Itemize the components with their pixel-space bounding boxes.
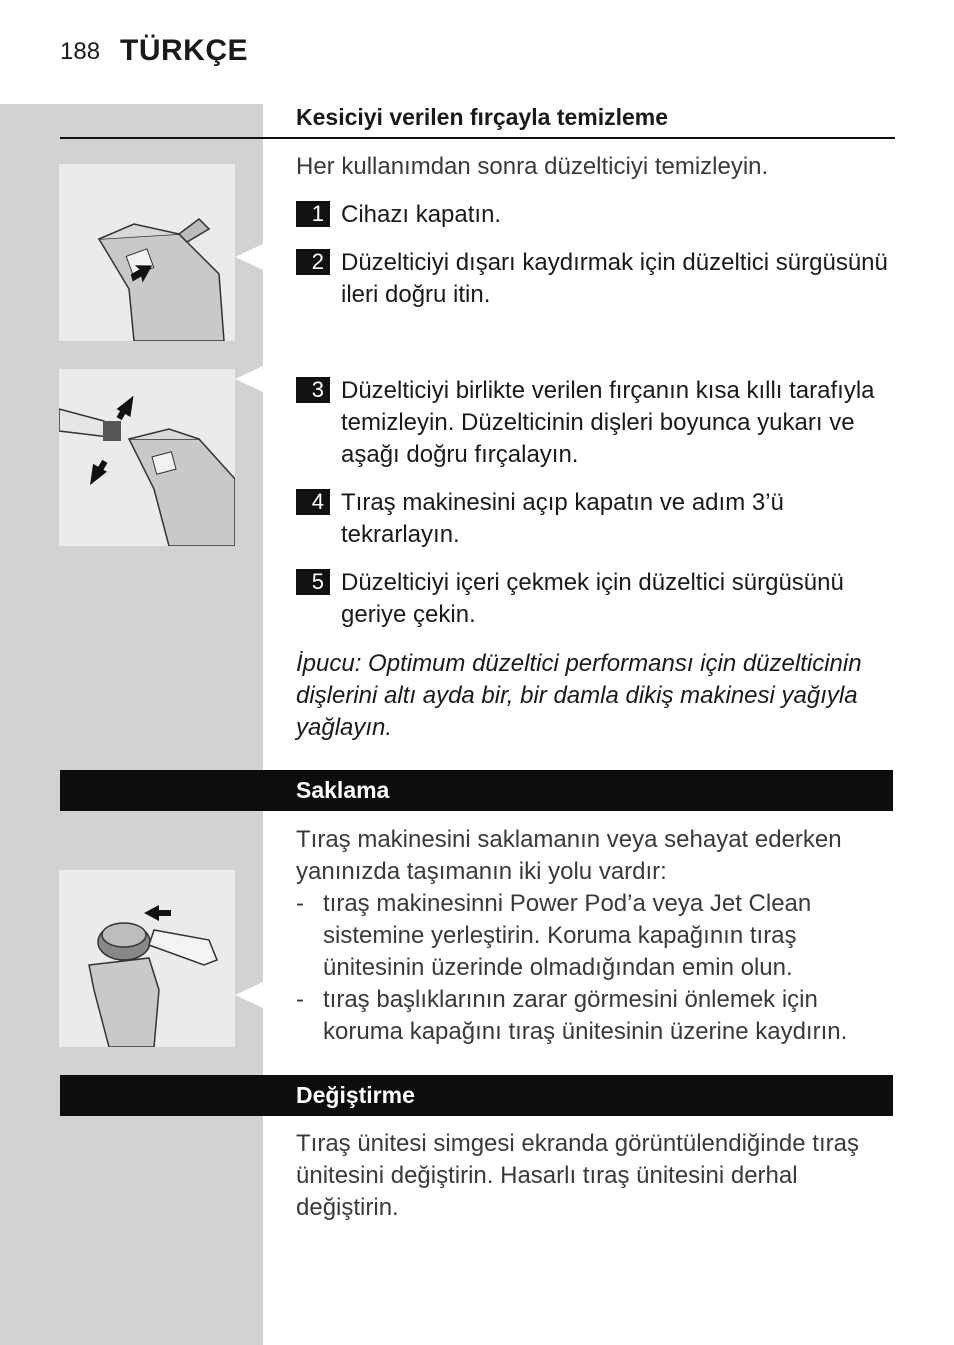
- cleaning-intro: Her kullanımdan sonra düzelticiyi temizleyin.: [296, 153, 769, 180]
- storage-intro: Tıraş makinesini saklamanın veya sehayat ederken yanınızda taşımanın iki yolu vardır:: [296, 826, 842, 885]
- storage-bullet-1: [296, 888, 896, 984]
- step-2: [296, 247, 896, 311]
- illustration-pointer: [235, 366, 263, 392]
- step-text: Düzelticiyi birlikte verilen fırçanın kısa kıllı tarafıyla temizleyin. Düzelticinin dişleri boyunca yukarı ve aşağı doğru fırçalayın.: [341, 377, 875, 468]
- step-number: 1: [296, 201, 330, 227]
- illustration-pointer: [235, 982, 263, 1008]
- bullet-text: tıraş başlıklarının zarar görmesini önlemek için koruma kapağını tıraş ünitesinin üzerine kaydırın.: [323, 986, 848, 1045]
- section-title-storage: Saklama: [296, 777, 390, 803]
- step-4: [296, 487, 896, 551]
- step-text: Düzelticiyi içeri çekmek için düzeltici sürgüsünü geriye çekin.: [341, 569, 844, 628]
- step-text: Tıraş makinesini açıp kapatın ve adım 3’ü tekrarlayın.: [341, 489, 784, 548]
- step-number: 2: [296, 249, 330, 275]
- section-rule: [60, 137, 895, 139]
- step-1: [296, 199, 896, 231]
- illustration-storage-cap: [59, 870, 235, 1047]
- step-text: Cihazı kapatın.: [341, 201, 502, 228]
- bullet-dash: -: [296, 986, 304, 1013]
- section-title-replacement: Değiştirme: [296, 1082, 415, 1108]
- page-number: 188: [60, 38, 101, 65]
- illustration-trimmer-slide: [59, 164, 235, 341]
- storage-cap-drawing: [59, 870, 235, 1047]
- step-number: 3: [296, 377, 330, 403]
- storage-bullet-2: [296, 984, 896, 1048]
- illustration-pointer: [235, 244, 263, 270]
- step-text: Düzelticiyi dışarı kaydırmak için düzeltici sürgüsünü ileri doğru itin.: [341, 249, 888, 308]
- section-bar-replacement: [60, 1075, 893, 1116]
- trimmer-slide-drawing: [59, 164, 235, 341]
- brush-cleaning-drawing: [59, 369, 235, 546]
- tip-note: İpucu: Optimum düzeltici performansı için düzelticinin dişlerini altı ayda bir, bir damla dikiş makinesi yağıyla yağlayın.: [296, 650, 862, 741]
- bullet-text: tıraş makinesinni Power Pod’a veya Jet Clean sistemine yerleştirin. Koruma kapağının tıraş ünitesinin üzerinde olmadığından emin olun.: [323, 890, 812, 981]
- language-heading: TÜRKÇE: [120, 34, 248, 67]
- illustration-brush-cleaning: [59, 369, 235, 546]
- replacement-text: Tıraş ünitesi simgesi ekranda görüntülendiğinde tıraş ünitesini değiştirin. Hasarlı tıraş ünitesini derhal değiştirin.: [296, 1130, 859, 1221]
- step-number: 4: [296, 489, 330, 515]
- step-number: 5: [296, 569, 330, 595]
- step-5: [296, 567, 896, 631]
- bullet-dash: -: [296, 890, 304, 917]
- section-bar-storage: [60, 770, 893, 811]
- step-3: [296, 375, 896, 471]
- section-title-cleaning: Kesiciyi verilen fırçayla temizleme: [296, 104, 669, 130]
